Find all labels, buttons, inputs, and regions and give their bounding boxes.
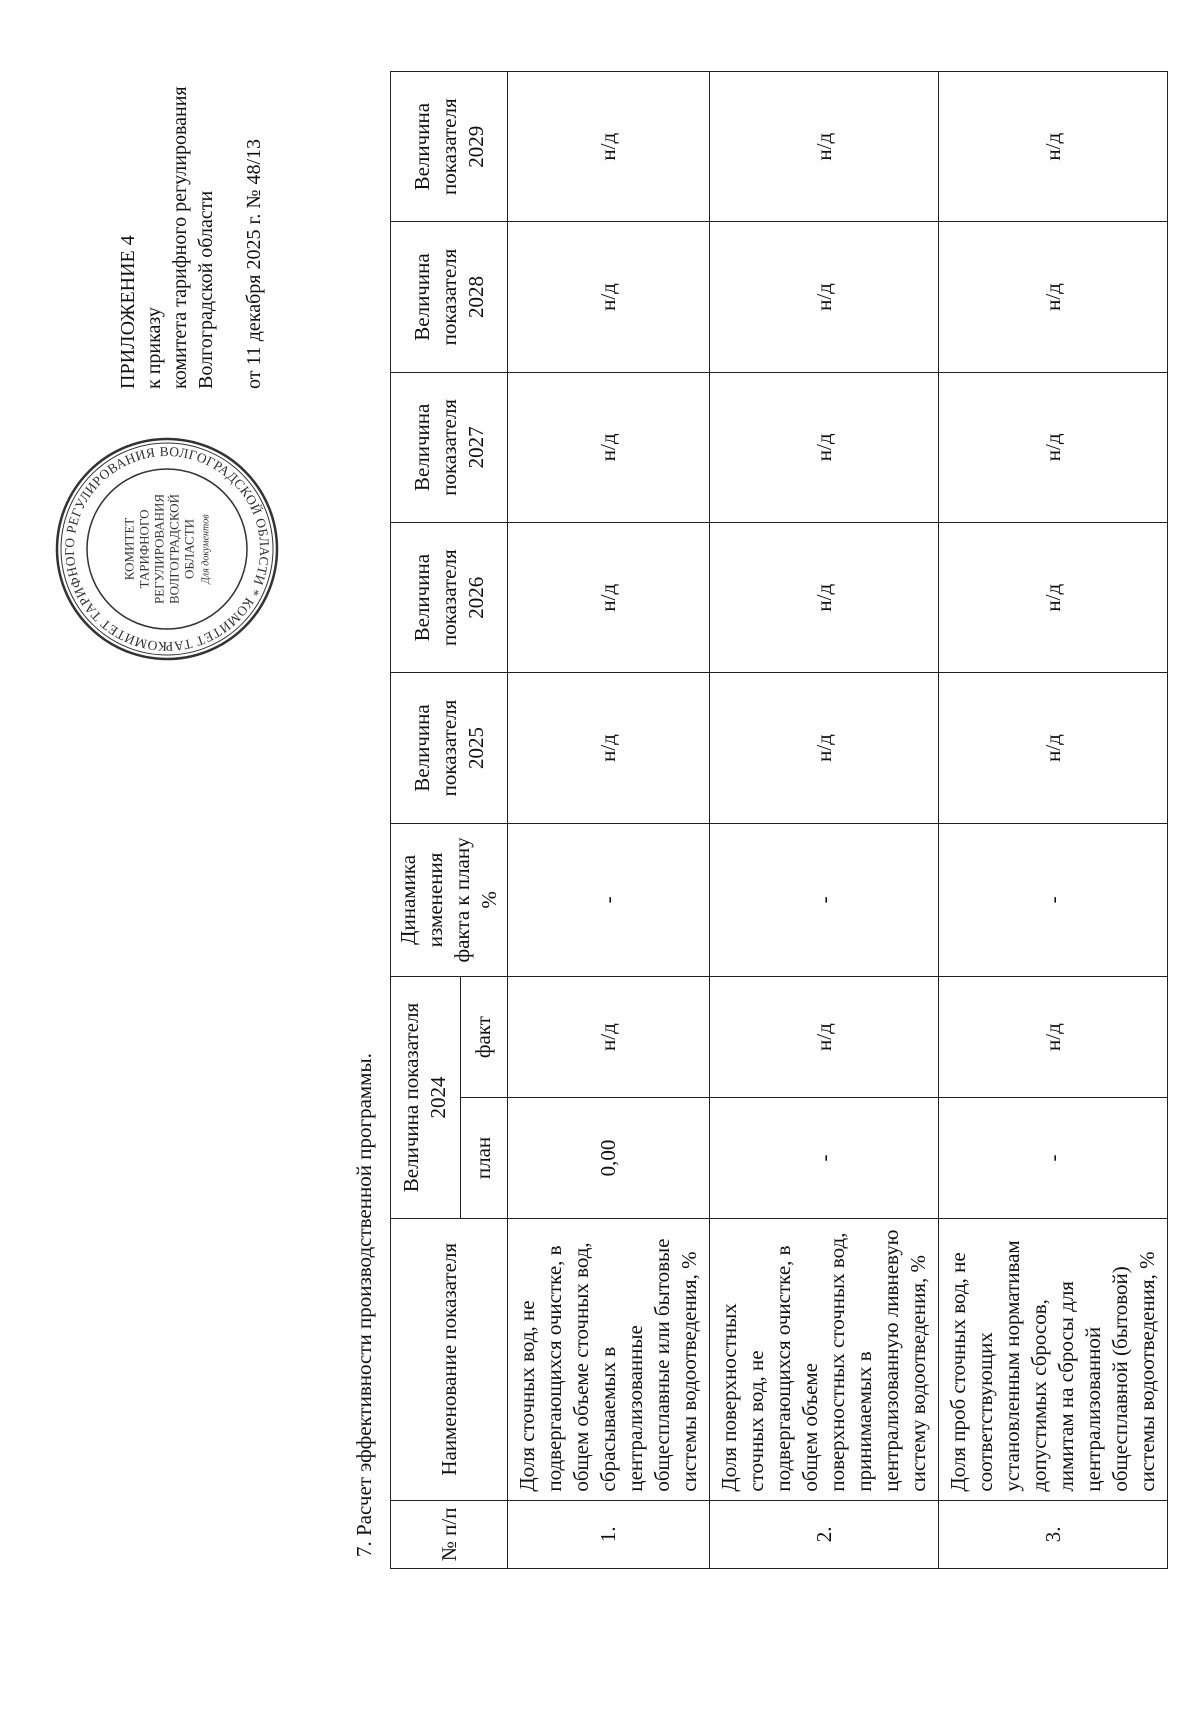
cell-2028: н/д <box>939 222 1168 372</box>
svg-text:КОМИТЕТ ТАРИФНОГО РЕГУЛИРОВАНИ: КОМИТЕТ ТАРИФНОГО РЕГУЛИРОВАНИЯ ВОЛГОГРАДСКОЙ ОБЛАСТИ * КОМИТЕТ ТАР <box>61 443 273 655</box>
cell-2029: н/д <box>939 72 1168 222</box>
cell-2026: н/д <box>939 523 1168 673</box>
seal-graphic <box>52 434 282 664</box>
efficiency-table <box>390 71 1168 1569</box>
header-value-2024: Величина показателя 2024 <box>391 977 461 1219</box>
header-plan: план <box>460 1098 507 1219</box>
header-name: Наименование показателя <box>391 1218 508 1500</box>
header-no: № п/п <box>391 1500 508 1568</box>
svg-text:КОМИТЕТ: КОМИТЕТ <box>121 517 137 581</box>
table-row <box>508 72 710 1569</box>
cell-2026: н/д <box>508 523 710 673</box>
header-dynamics: Динамика изменения факта к плану % <box>391 823 508 976</box>
cell-2027: н/д <box>939 372 1168 522</box>
section-title: 7. Расчет эффективности производственной программы. <box>352 1053 376 1557</box>
appendix-block <box>115 86 267 389</box>
cell-fact: н/д <box>508 977 710 1098</box>
cell-dynamics: - <box>939 823 1168 976</box>
cell-no: 3. <box>939 1500 1168 1568</box>
cell-2028: н/д <box>508 222 710 372</box>
table-body <box>508 72 1168 1569</box>
cell-dynamics: - <box>508 823 710 976</box>
cell-fact: н/д <box>939 977 1168 1098</box>
cell-2029: н/д <box>508 72 710 222</box>
svg-text:ТАРИФНОГО: ТАРИФНОГО <box>136 509 152 589</box>
cell-2025: н/д <box>710 673 939 823</box>
cell-2028: н/д <box>710 222 939 372</box>
header-2026: Величина показателя 2026 <box>391 523 508 673</box>
cell-dynamics: - <box>710 823 939 976</box>
svg-text:ВОЛГОГРАДСКОЙ: ВОЛГОГРАДСКОЙ <box>166 494 182 604</box>
header-2027: Величина показателя 2027 <box>391 372 508 522</box>
appendix-order-ref: к приказу <box>143 307 165 389</box>
cell-2025: н/д <box>939 673 1168 823</box>
cell-2027: н/д <box>508 372 710 522</box>
official-seal <box>52 434 282 664</box>
header-2029: Величина показателя 2029 <box>391 72 508 222</box>
table-row <box>939 72 1168 1569</box>
svg-text:Для документов: Для документов <box>200 514 212 584</box>
cell-no: 1. <box>508 1500 710 1568</box>
appendix-region: Волгоградской области <box>195 190 217 389</box>
header-2028: Величина показателя 2028 <box>391 222 508 372</box>
header-fact: факт <box>460 977 507 1098</box>
cell-name: Доля поверхностных сточных вод, не подвергающихся очистке, в общем объеме поверхностных сточных вод, принимаемых в централизованную ливневую систему водоотведения, % <box>710 1218 939 1500</box>
cell-2025: н/д <box>508 673 710 823</box>
svg-text:РЕГУЛИРОВАНИЯ: РЕГУЛИРОВАНИЯ <box>151 493 167 605</box>
cell-no: 2. <box>710 1500 939 1568</box>
cell-fact: н/д <box>710 977 939 1098</box>
cell-plan: - <box>710 1098 939 1219</box>
table-row <box>710 72 939 1569</box>
appendix-committee: комитета тарифного регулирования <box>169 86 191 389</box>
cell-2026: н/д <box>710 523 939 673</box>
cell-name: Доля проб сточных вод, не соответствующих установленным нормативам допустимых сбросов, лимитам на сбросы для централизованной общесплавной (бытовой) системы водоотведения, % <box>939 1218 1168 1500</box>
table-header <box>391 72 508 1569</box>
appendix-spacer <box>219 86 241 389</box>
cell-2027: н/д <box>710 372 939 522</box>
header-2025: Величина показателя 2025 <box>391 673 508 823</box>
cell-name: Доля сточных вод, не подвергающихся очистке, в общем объеме сточных вод, сбрасываемых в централизованные общесплавные или бытовые системы водоотведения, % <box>508 1218 710 1500</box>
svg-text:ОБЛАСТИ: ОБЛАСТИ <box>181 518 197 580</box>
appendix-title: ПРИЛОЖЕНИЕ 4 <box>117 235 139 389</box>
cell-plan: 0,00 <box>508 1098 710 1219</box>
appendix-date: от 11 декабря 2025 г. № 48/13 <box>243 138 265 389</box>
cell-2029: н/д <box>710 72 939 222</box>
cell-plan: - <box>939 1098 1168 1219</box>
